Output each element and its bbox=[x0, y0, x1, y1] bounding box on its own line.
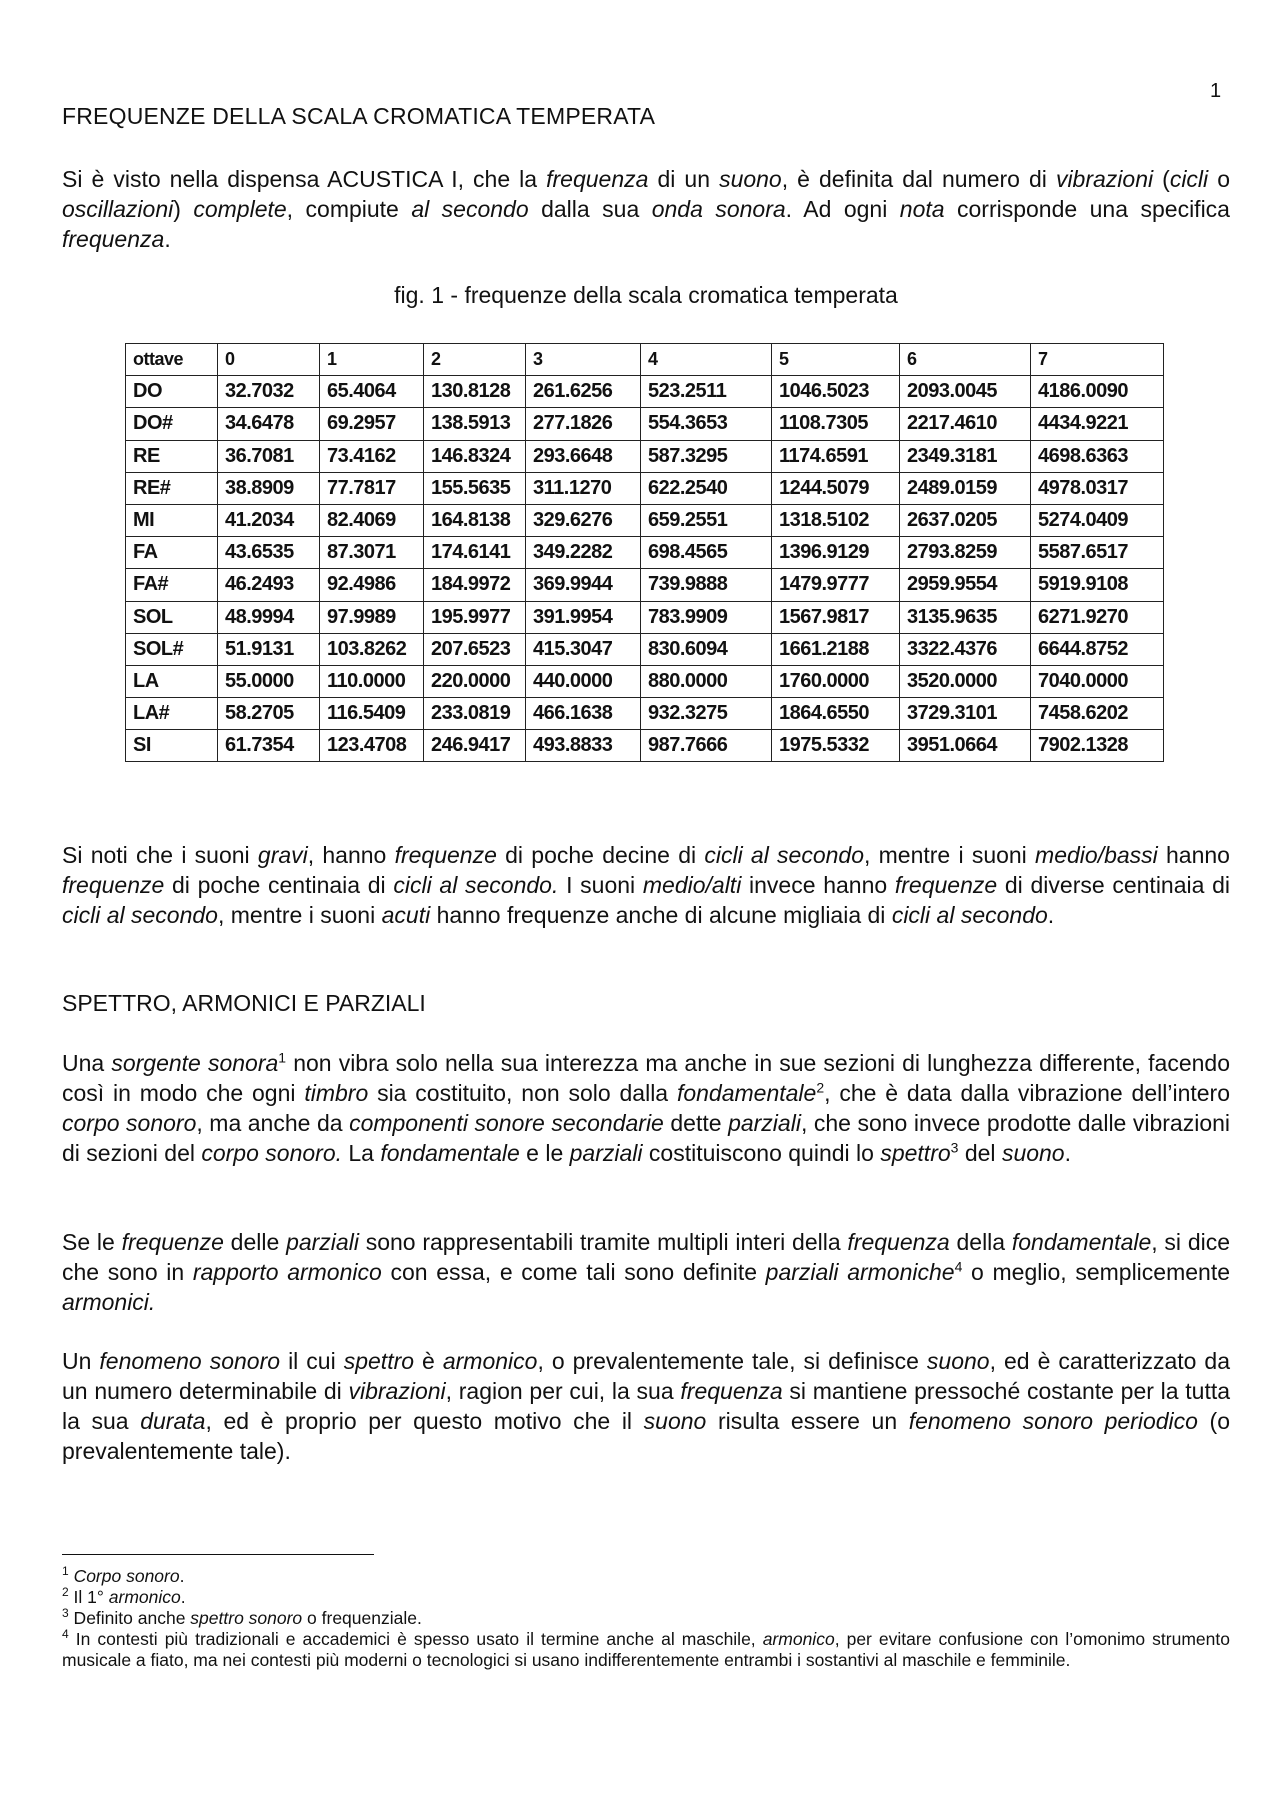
text-run: , o prevalentemente tale, si definisce bbox=[537, 1348, 927, 1374]
text-run: corpo sonoro. bbox=[201, 1140, 342, 1166]
text-run: parziali bbox=[728, 1110, 801, 1136]
frequency-cell: 207.6523 bbox=[424, 633, 526, 665]
text-run: armonico bbox=[442, 1348, 538, 1374]
frequency-cell: 2217.4610 bbox=[900, 408, 1031, 440]
frequency-cell: 6271.9270 bbox=[1031, 601, 1164, 633]
footnote bbox=[62, 1566, 1230, 1587]
frequency-cell: 1864.6550 bbox=[772, 698, 900, 730]
text-run: è bbox=[414, 1348, 443, 1374]
text-run: cicli al secondo. bbox=[393, 872, 559, 898]
frequency-cell: 5919.9108 bbox=[1031, 569, 1164, 601]
frequency-cell: 5587.6517 bbox=[1031, 537, 1164, 569]
text-run: frequenze bbox=[394, 842, 497, 868]
frequency-cell: 61.7354 bbox=[218, 730, 320, 762]
text-run: parziali bbox=[569, 1140, 643, 1166]
text-run: costituiscono quindi lo bbox=[642, 1140, 881, 1166]
text-run: invece hanno bbox=[741, 872, 895, 898]
frequency-cell: 554.3653 bbox=[641, 408, 772, 440]
frequency-cell: 349.2282 bbox=[526, 537, 641, 569]
note-name-cell: DO# bbox=[126, 408, 218, 440]
text-run: oscillazioni bbox=[62, 196, 174, 222]
frequency-cell: 329.6276 bbox=[526, 504, 641, 536]
text-run: si mantiene pressoché costante per la tutta la sua bbox=[62, 1378, 1231, 1434]
text-run: suono bbox=[643, 1408, 707, 1434]
table-header-cell: ottave bbox=[126, 344, 218, 376]
text-run: di un bbox=[648, 166, 720, 192]
text-run: . bbox=[179, 1566, 185, 1586]
text-run: frequenza bbox=[62, 226, 165, 252]
frequency-cell: 3951.0664 bbox=[900, 730, 1031, 762]
frequency-cell: 440.0000 bbox=[526, 665, 641, 697]
frequency-cell: 2793.8259 bbox=[900, 537, 1031, 569]
armonici-paragraph bbox=[62, 1227, 1230, 1317]
footnote bbox=[62, 1587, 1230, 1608]
frequency-cell: 1396.9129 bbox=[772, 537, 900, 569]
text-run: , si dice che sono in bbox=[62, 1229, 1231, 1285]
frequency-cell: 622.2540 bbox=[641, 472, 772, 504]
frequency-cell: 92.4986 bbox=[320, 569, 424, 601]
footnote bbox=[62, 1629, 1230, 1671]
text-run: fondamentale bbox=[380, 1140, 520, 1166]
text-run: sono rappresentabili tramite multipli interi della bbox=[358, 1229, 848, 1255]
frequency-cell: 38.8909 bbox=[218, 472, 320, 504]
text-run: vibrazioni bbox=[1055, 166, 1154, 192]
footnote-separator bbox=[62, 1554, 374, 1555]
note-name-cell: FA# bbox=[126, 569, 218, 601]
frequency-cell: 123.4708 bbox=[320, 730, 424, 762]
text-run: . bbox=[1047, 902, 1055, 928]
frequency-cell: 41.2034 bbox=[218, 504, 320, 536]
table-row bbox=[126, 698, 1164, 730]
text-run: , ed è caratterizzato da un numero determinabile di bbox=[62, 1348, 1231, 1404]
text-run: , che è data dalla vibrazione dell’intero bbox=[824, 1080, 1231, 1106]
table-header-cell: 4 bbox=[641, 344, 772, 376]
frequency-cell: 164.8138 bbox=[424, 504, 526, 536]
text-run: spettro bbox=[880, 1140, 951, 1166]
text-run: armonico bbox=[108, 1587, 181, 1607]
frequency-cell: 116.5409 bbox=[320, 698, 424, 730]
footnote-reference: 1 bbox=[62, 1564, 69, 1579]
text-run: , è definita dal numero di bbox=[781, 166, 1056, 192]
text-run: cicli al secondo bbox=[704, 842, 865, 868]
note-name-cell: RE# bbox=[126, 472, 218, 504]
frequency-cell: 58.2705 bbox=[218, 698, 320, 730]
frequency-cell: 2093.0045 bbox=[900, 376, 1031, 408]
frequency-cell: 493.8833 bbox=[526, 730, 641, 762]
text-run: sorgente sonora bbox=[111, 1050, 279, 1076]
footnote-reference: 2 bbox=[816, 1079, 825, 1096]
frequency-cell: 4978.0317 bbox=[1031, 472, 1164, 504]
footnote-reference: 3 bbox=[62, 1606, 69, 1621]
frequency-cell: 293.6648 bbox=[526, 440, 641, 472]
text-run: Corpo sonoro bbox=[73, 1566, 180, 1586]
table-row bbox=[126, 504, 1164, 536]
text-run: non vibra solo nella sua interezza ma anche in sue sezioni di lunghezza differente, facendo così in modo che ogni bbox=[62, 1050, 1230, 1106]
frequency-cell: 4186.0090 bbox=[1031, 376, 1164, 408]
suono-paragraph bbox=[62, 1346, 1230, 1466]
text-run: hanno frequenze anche di alcune migliaia di bbox=[430, 902, 892, 928]
text-run: Si noti che i suoni bbox=[62, 842, 258, 868]
note-name-cell: RE bbox=[126, 440, 218, 472]
text-run: e le bbox=[519, 1140, 570, 1166]
text-run: onda sonora bbox=[651, 196, 786, 222]
text-run: . bbox=[1064, 1140, 1071, 1166]
text-run: frequenze bbox=[62, 872, 165, 898]
text-run: suono bbox=[926, 1348, 990, 1374]
text-run: Si è visto nella dispensa ACUSTICA I, che la bbox=[62, 166, 547, 192]
page-number: 1 bbox=[1210, 80, 1222, 102]
text-run: il cui bbox=[280, 1348, 344, 1374]
text-run: cicli al secondo bbox=[891, 902, 1048, 928]
frequency-table bbox=[125, 343, 1164, 762]
text-run: fondamentale bbox=[1011, 1229, 1152, 1255]
intro-paragraph bbox=[62, 164, 1230, 254]
frequency-cell: 1760.0000 bbox=[772, 665, 900, 697]
frequency-cell: 7458.6202 bbox=[1031, 698, 1164, 730]
text-run: del bbox=[958, 1140, 1002, 1166]
frequency-cell: 195.9977 bbox=[424, 601, 526, 633]
text-run: di poche centinaia di bbox=[164, 872, 394, 898]
text-run: fondamentale bbox=[676, 1080, 817, 1106]
note-name-cell: FA bbox=[126, 537, 218, 569]
footnotes bbox=[62, 1566, 1230, 1671]
frequency-cell: 739.9888 bbox=[641, 569, 772, 601]
frequency-cell: 523.2511 bbox=[641, 376, 772, 408]
footnote-reference: 3 bbox=[950, 1139, 959, 1156]
frequency-cell: 1174.6591 bbox=[772, 440, 900, 472]
frequency-cell: 103.8262 bbox=[320, 633, 424, 665]
frequency-cell: 130.8128 bbox=[424, 376, 526, 408]
frequency-cell: 1108.7305 bbox=[772, 408, 900, 440]
text-run: medio/bassi bbox=[1035, 842, 1158, 868]
text-run: Una bbox=[62, 1050, 112, 1076]
table-header-cell: 2 bbox=[424, 344, 526, 376]
text-run: (o prevalentemente tale). bbox=[62, 1408, 1231, 1464]
text-run: con essa, e come tali sono definite bbox=[381, 1259, 766, 1285]
text-run: Un bbox=[62, 1348, 100, 1374]
frequency-cell: 1318.5102 bbox=[772, 504, 900, 536]
frequency-cell: 3520.0000 bbox=[900, 665, 1031, 697]
frequency-cell: 110.0000 bbox=[320, 665, 424, 697]
frequency-cell: 138.5913 bbox=[424, 408, 526, 440]
text-run: parziali armoniche bbox=[765, 1259, 955, 1285]
frequency-cell: 880.0000 bbox=[641, 665, 772, 697]
frequency-cell: 1975.5332 bbox=[772, 730, 900, 762]
frequency-cell: 4698.6363 bbox=[1031, 440, 1164, 472]
text-run: , che sono invece prodotte dalle vibrazioni di sezioni del bbox=[62, 1110, 1231, 1166]
text-run: frequenza bbox=[847, 1229, 950, 1255]
text-run: frequenza bbox=[680, 1378, 783, 1404]
frequency-cell: 1479.9777 bbox=[772, 569, 900, 601]
footnote-reference: 2 bbox=[62, 1585, 69, 1600]
frequency-cell: 3729.3101 bbox=[900, 698, 1031, 730]
text-run: corpo sonoro bbox=[62, 1110, 197, 1136]
frequency-cell: 1661.2188 bbox=[772, 633, 900, 665]
table-row bbox=[126, 537, 1164, 569]
text-run: sia costituito, non solo dalla bbox=[368, 1080, 677, 1106]
text-run: nota bbox=[899, 196, 945, 222]
text-run: o meglio, semplicemente bbox=[962, 1259, 1231, 1285]
table-row bbox=[126, 408, 1164, 440]
spettro-paragraph bbox=[62, 1048, 1230, 1168]
table-header-cell: 3 bbox=[526, 344, 641, 376]
frequency-cell: 220.0000 bbox=[424, 665, 526, 697]
frequency-cell: 830.6094 bbox=[641, 633, 772, 665]
frequency-cell: 7902.1328 bbox=[1031, 730, 1164, 762]
table-row bbox=[126, 569, 1164, 601]
text-run: di poche decine di bbox=[496, 842, 705, 868]
frequency-cell: 3135.9635 bbox=[900, 601, 1031, 633]
table-row bbox=[126, 376, 1164, 408]
text-run: La bbox=[342, 1140, 381, 1166]
note-name-cell: MI bbox=[126, 504, 218, 536]
table-header-cell: 7 bbox=[1031, 344, 1164, 376]
frequency-cell: 415.3047 bbox=[526, 633, 641, 665]
footnote-reference: 1 bbox=[278, 1049, 287, 1066]
text-run: hanno bbox=[1157, 842, 1230, 868]
note-name-cell: SI bbox=[126, 730, 218, 762]
frequency-cell: 698.4565 bbox=[641, 537, 772, 569]
footnote bbox=[62, 1608, 1230, 1629]
text-run: cicli bbox=[1169, 166, 1209, 192]
text-run: . bbox=[164, 226, 171, 252]
text-run: . bbox=[180, 1587, 186, 1607]
table-header-row bbox=[126, 344, 1164, 376]
frequency-cell: 43.6535 bbox=[218, 537, 320, 569]
frequency-cell: 932.3275 bbox=[641, 698, 772, 730]
table-row bbox=[126, 472, 1164, 504]
frequency-cell: 34.6478 bbox=[218, 408, 320, 440]
text-run: , ed è proprio per questo motivo che il bbox=[205, 1408, 644, 1434]
note-name-cell: SOL bbox=[126, 601, 218, 633]
text-run: cicli al secondo bbox=[62, 902, 218, 928]
text-run: , ma anche da bbox=[196, 1110, 350, 1136]
frequency-table-container bbox=[125, 343, 1164, 762]
frequency-cell: 32.7032 bbox=[218, 376, 320, 408]
table-header-cell: 1 bbox=[320, 344, 424, 376]
note-name-cell: DO bbox=[126, 376, 218, 408]
frequency-cell: 277.1826 bbox=[526, 408, 641, 440]
text-run: o frequenziale. bbox=[302, 1608, 422, 1628]
table-row bbox=[126, 665, 1164, 697]
text-run: della bbox=[949, 1229, 1012, 1255]
frequency-cell: 6644.8752 bbox=[1031, 633, 1164, 665]
frequency-cell: 184.9972 bbox=[424, 569, 526, 601]
text-run: o bbox=[1208, 166, 1230, 192]
text-run: durata bbox=[140, 1408, 206, 1434]
table-row bbox=[126, 601, 1164, 633]
text-run: parziali bbox=[286, 1229, 359, 1255]
frequency-cell: 369.9944 bbox=[526, 569, 641, 601]
section-heading: SPETTRO, ARMONICI E PARZIALI bbox=[62, 990, 426, 1016]
text-run: ( bbox=[1153, 166, 1170, 192]
frequency-cell: 261.6256 bbox=[526, 376, 641, 408]
frequency-cell: 233.0819 bbox=[424, 698, 526, 730]
text-run: . Ad ogni bbox=[785, 196, 900, 222]
text-run: timbro bbox=[304, 1080, 369, 1106]
frequency-cell: 77.7817 bbox=[320, 472, 424, 504]
text-run: In contesti più tradizionali e accademici è spesso usato il termine anche al maschile, bbox=[68, 1629, 763, 1649]
frequency-cell: 2349.3181 bbox=[900, 440, 1031, 472]
frequency-cell: 97.9989 bbox=[320, 601, 424, 633]
text-run: al secondo bbox=[411, 196, 529, 222]
text-run: , per evitare confusione con l’omonimo strumento musicale a fiato, ma nei contesti più moderni o tecnologici si usano indifferentemente entrambi i sostantivi al maschile e femminile. bbox=[62, 1629, 1230, 1670]
text-run: dalla sua bbox=[528, 196, 652, 222]
text-run: acuti bbox=[381, 902, 431, 928]
note-name-cell: LA# bbox=[126, 698, 218, 730]
frequency-cell: 1567.9817 bbox=[772, 601, 900, 633]
text-run: rapporto armonico bbox=[192, 1259, 382, 1285]
footnote-reference: 4 bbox=[954, 1258, 963, 1275]
text-run: di diverse centinaia di bbox=[997, 872, 1231, 898]
frequency-cell: 46.2493 bbox=[218, 569, 320, 601]
table-row bbox=[126, 633, 1164, 665]
frequency-cell: 7040.0000 bbox=[1031, 665, 1164, 697]
frequency-cell: 4434.9221 bbox=[1031, 408, 1164, 440]
gravi-acuti-paragraph bbox=[62, 840, 1230, 930]
text-run: frequenza bbox=[546, 166, 649, 192]
footnote-reference: 4 bbox=[62, 1627, 69, 1642]
text-run: frequenze bbox=[121, 1229, 224, 1255]
text-run: suono bbox=[719, 166, 782, 192]
note-name-cell: SOL# bbox=[126, 633, 218, 665]
frequency-cell: 1046.5023 bbox=[772, 376, 900, 408]
frequency-cell: 2489.0159 bbox=[900, 472, 1031, 504]
text-run: vibrazioni bbox=[348, 1378, 446, 1404]
frequency-cell: 391.9954 bbox=[526, 601, 641, 633]
text-run: risulta essere un bbox=[706, 1408, 909, 1434]
text-run: complete bbox=[193, 196, 287, 222]
text-run: corrisponde una specifica bbox=[944, 196, 1230, 222]
text-run: I suoni bbox=[558, 872, 643, 898]
text-run: frequenze bbox=[894, 872, 998, 898]
text-run: , compiute bbox=[286, 196, 412, 222]
frequency-cell: 246.9417 bbox=[424, 730, 526, 762]
frequency-cell: 65.4064 bbox=[320, 376, 424, 408]
frequency-cell: 55.0000 bbox=[218, 665, 320, 697]
text-run: dette bbox=[663, 1110, 729, 1136]
frequency-cell: 587.3295 bbox=[641, 440, 772, 472]
table-header-cell: 6 bbox=[900, 344, 1031, 376]
frequency-cell: 87.3071 bbox=[320, 537, 424, 569]
text-run: , mentre i suoni bbox=[217, 902, 382, 928]
frequency-cell: 51.9131 bbox=[218, 633, 320, 665]
table-header-cell: 0 bbox=[218, 344, 320, 376]
text-run: fenomeno sonoro periodico bbox=[908, 1408, 1198, 1434]
text-run: Se le bbox=[62, 1229, 122, 1255]
frequency-cell: 69.2957 bbox=[320, 408, 424, 440]
document-title: FREQUENZE DELLA SCALA CROMATICA TEMPERATA bbox=[62, 103, 656, 129]
text-run: gravi bbox=[257, 842, 308, 868]
frequency-cell: 2959.9554 bbox=[900, 569, 1031, 601]
frequency-cell: 36.7081 bbox=[218, 440, 320, 472]
text-run: medio/alti bbox=[642, 872, 742, 898]
frequency-cell: 48.9994 bbox=[218, 601, 320, 633]
text-run: ) bbox=[173, 196, 194, 222]
table-row bbox=[126, 440, 1164, 472]
text-run: componenti sonore secondarie bbox=[349, 1110, 664, 1136]
text-run: , hanno bbox=[307, 842, 395, 868]
table-header-cell: 5 bbox=[772, 344, 900, 376]
frequency-cell: 783.9909 bbox=[641, 601, 772, 633]
frequency-cell: 1244.5079 bbox=[772, 472, 900, 504]
text-run: delle bbox=[223, 1229, 287, 1255]
frequency-cell: 5274.0409 bbox=[1031, 504, 1164, 536]
frequency-cell: 3322.4376 bbox=[900, 633, 1031, 665]
note-name-cell: LA bbox=[126, 665, 218, 697]
frequency-cell: 73.4162 bbox=[320, 440, 424, 472]
text-run: Il 1° bbox=[68, 1587, 109, 1607]
frequency-cell: 2637.0205 bbox=[900, 504, 1031, 536]
text-run: , mentre i suoni bbox=[864, 842, 1036, 868]
frequency-cell: 155.5635 bbox=[424, 472, 526, 504]
text-run: suono bbox=[1001, 1140, 1065, 1166]
frequency-cell: 659.2551 bbox=[641, 504, 772, 536]
text-run: armonici. bbox=[62, 1289, 156, 1315]
frequency-cell: 311.1270 bbox=[526, 472, 641, 504]
text-run: spettro sonoro bbox=[190, 1608, 303, 1628]
text-run: spettro bbox=[343, 1348, 415, 1374]
frequency-cell: 174.6141 bbox=[424, 537, 526, 569]
text-run: armonico bbox=[762, 1629, 835, 1649]
frequency-cell: 466.1638 bbox=[526, 698, 641, 730]
text-run: , ragion per cui, la sua bbox=[445, 1378, 681, 1404]
frequency-cell: 987.7666 bbox=[641, 730, 772, 762]
frequency-cell: 82.4069 bbox=[320, 504, 424, 536]
frequency-cell: 146.8324 bbox=[424, 440, 526, 472]
text-run: Definito anche bbox=[68, 1608, 191, 1628]
figure-caption: fig. 1 - frequenze della scala cromatica temperata bbox=[394, 282, 898, 308]
table-row bbox=[126, 730, 1164, 762]
text-run: fenomeno sonoro bbox=[99, 1348, 281, 1374]
